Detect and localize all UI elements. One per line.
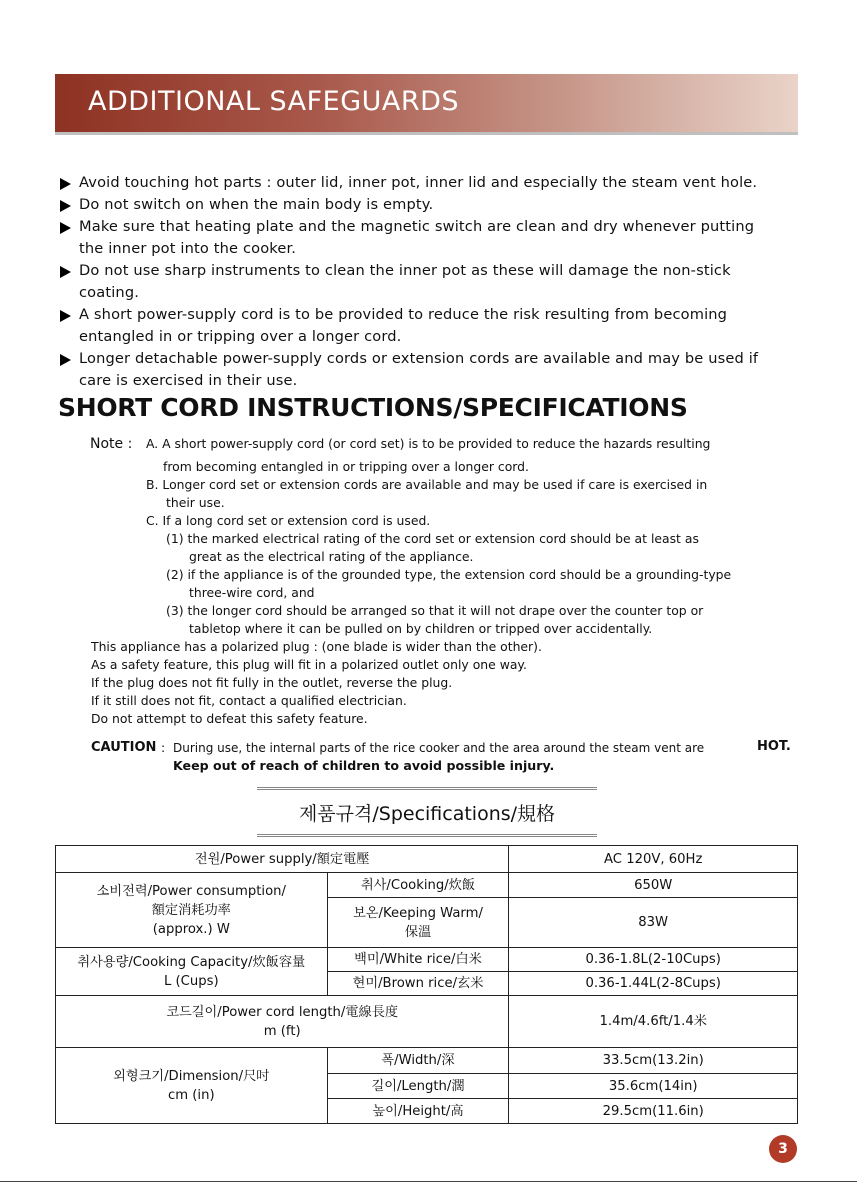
note-b-line2: their use. [166,495,225,510]
capacity-label [56,948,328,996]
keeping-line2: 保溫 [404,924,432,940]
keeping-value: 83W [509,898,798,948]
width-label: 폭/Width/深 [327,1048,509,1074]
note-c2-line1: (2) if the appliance is of the grounded type, the extension cord should be a grounding-type [166,567,732,582]
table-row [56,1048,798,1074]
spec-title-box [257,787,597,837]
note-c3-line2: tabletop where it can be pulled on by children or tripped over accidentally. [189,621,653,636]
safeguard-item [60,172,800,194]
polarized-line2: As a safety feature, this plug will fit in a polarized outlet only one way. [91,657,527,672]
keeping-label [327,898,509,948]
safeguard-line: Longer detachable power-supply cords or extension cords are available and may be used if [79,350,759,367]
polarized-line1: This appliance has a polarized plug : (one blade is wider than the other). [91,639,542,654]
safeguard-line: entangled in or tripping over a longer cord. [79,328,402,345]
note-a-line2: from becoming entangled in or tripping over a longer cord. [163,459,529,474]
brown-rice-label: 현미/Brown rice/玄米 [327,972,509,996]
spec-title: 제품규격/Specifications/規格 [298,803,556,825]
white-rice-label: 백미/White rice/白米 [327,948,509,972]
note-c3-line1: (3) the longer cord should be arranged so that it will not drape over the counter top or [166,603,704,618]
safeguard-item [60,260,800,304]
banner-title: ADDITIONAL SAFEGUARDS [88,86,460,117]
brown-rice-value: 0.36-1.44L(2-8Cups) [509,972,798,996]
table-row [56,873,798,898]
table-row [56,996,798,1048]
capacity-line2: L (Cups) [163,973,219,989]
consumption-label [56,873,328,948]
spec-table [55,845,798,1124]
safeguard-line: A short power-supply cord is to be provided to reduce the risk resulting from becoming [79,306,728,323]
length-label: 길이/Length/濶 [327,1074,509,1099]
triangle-bullet-icon [60,354,71,366]
note-a-line1: A. A short power-supply cord (or cord set) is to be provided to reduce the hazards resulting [146,436,711,451]
cord-length-label [56,996,509,1048]
capacity-line1: 취사용량/Cooking Capacity/炊飯容量 [77,954,306,970]
note-c2-line2: three-wire cord, and [189,585,315,600]
polarized-line4: If it still does not fit, contact a qualified electrician. [91,693,407,708]
safeguard-item [60,216,800,260]
safeguard-line: Avoid touching hot parts : outer lid, inner pot, inner lid and especially the steam vent hole. [79,174,758,191]
safeguard-line: care is exercised in their use. [79,372,298,389]
cord-length-line2: m (ft) [263,1023,301,1039]
length-value: 35.6cm(14in) [509,1074,798,1099]
safeguards-list [60,172,800,392]
safeguard-line: Make sure that heating plate and the magnetic switch are clean and dry whenever putting [79,218,755,235]
caution-label: CAUTION [91,740,157,755]
note-c-line1: C. If a long cord set or extension cord is used. [146,513,431,528]
caution-hot: HOT. [757,739,791,754]
cord-length-line1: 코드길이/Power cord length/電線長度 [166,1004,399,1020]
note-label: Note : [90,436,133,452]
dimension-line1: 외형크기/Dimension/尺吋 [113,1068,270,1084]
white-rice-value: 0.36-1.8L(2-10Cups) [509,948,798,972]
power-supply-label: 전원/Power supply/額定電壓 [56,846,509,873]
dimension-label [56,1048,328,1124]
triangle-bullet-icon [60,266,71,278]
polarized-line3: If the plug does not fit fully in the outlet, reverse the plug. [91,675,453,690]
caution-line2: Keep out of reach of children to avoid possible injury. [173,758,555,773]
safeguard-line: Do not use sharp instruments to clean the inner pot as these will damage the non-stick [79,262,731,279]
triangle-bullet-icon [60,200,71,212]
cooking-value: 650W [509,873,798,898]
triangle-bullet-icon [60,222,71,234]
section-title: SHORT CORD INSTRUCTIONS/SPECIFICATIONS [58,393,688,422]
height-label: 높이/Height/高 [327,1099,509,1124]
safeguard-line: Do not switch on when the main body is empty. [79,196,434,213]
note-b-line1: B. Longer cord set or extension cords are available and may be used if care is exercised in [146,477,708,492]
consumption-line1: 소비전력/Power consumption/ [96,883,286,899]
note-c1-line2: great as the electrical rating of the appliance. [189,549,474,564]
polarized-line5: Do not attempt to defeat this safety feature. [91,711,368,726]
keeping-line1: 보온/Keeping Warm/ [353,905,483,921]
note-c1-line1: (1) the marked electrical rating of the cord set or extension cord should be at least as [166,531,699,546]
triangle-bullet-icon [60,178,71,190]
triangle-bullet-icon [60,310,71,322]
dimension-line2: cm (in) [168,1087,215,1103]
safeguard-item [60,194,800,216]
width-value: 33.5cm(13.2in) [509,1048,798,1074]
section-banner [55,74,798,132]
consumption-line3: (approx.) W [152,921,230,937]
bottom-rule [0,1181,857,1182]
safeguard-item [60,304,800,348]
page-number-badge: 3 [769,1135,797,1163]
table-row [56,948,798,972]
caution-text: During use, the internal parts of the rice cooker and the area around the steam vent are [173,741,705,755]
safeguard-line: the inner pot into the cooker. [79,240,297,257]
table-row [56,846,798,873]
consumption-line2: 額定消耗功率 [151,902,231,918]
safeguard-line: coating. [79,284,140,301]
cooking-label: 취사/Cooking/炊飯 [327,873,509,898]
safeguard-item [60,348,800,392]
height-value: 29.5cm(11.6in) [509,1099,798,1124]
cord-length-value: 1.4m/4.6ft/1.4米 [509,996,798,1048]
power-supply-value: AC 120V, 60Hz [509,846,798,873]
caution-colon: : [161,740,166,755]
